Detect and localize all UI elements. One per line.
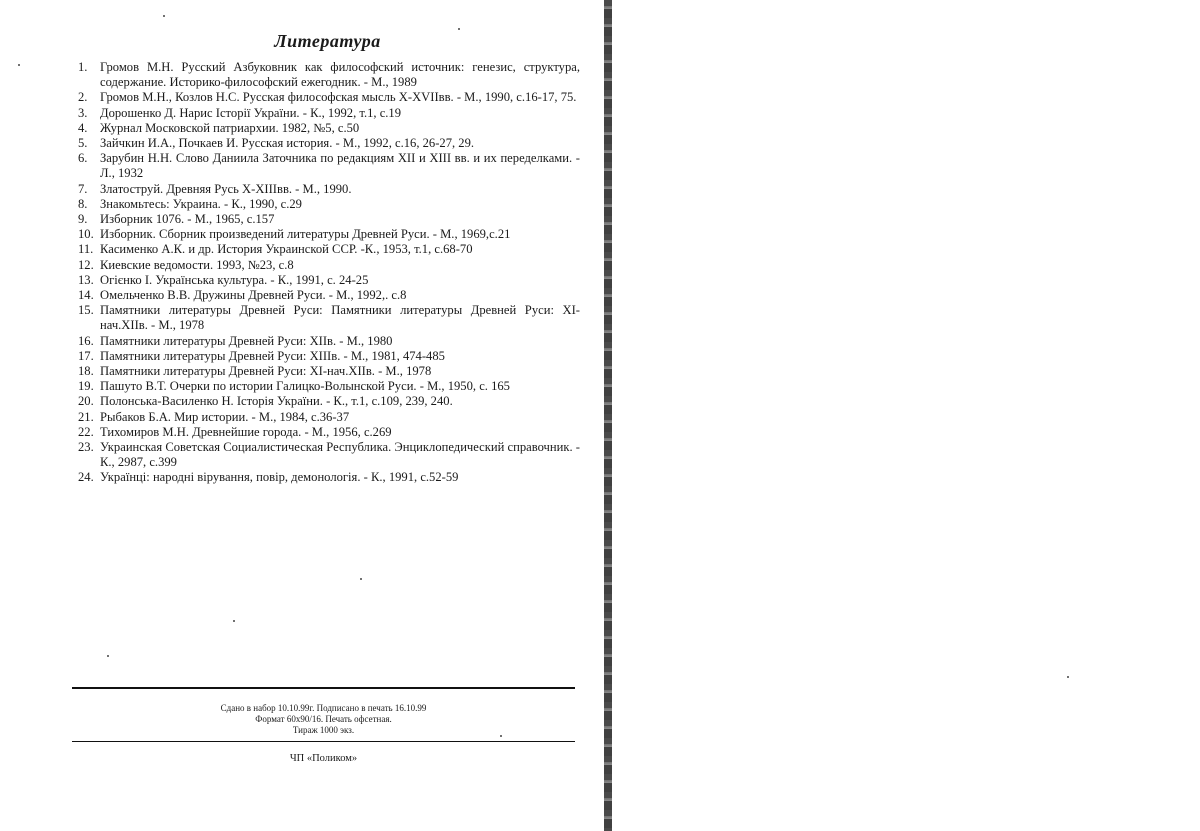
reference-number: 16. (78, 333, 94, 348)
reference-number: 13. (78, 272, 94, 287)
reference-item (78, 379, 580, 394)
reference-item (78, 470, 580, 485)
scan-speck (163, 15, 165, 17)
reference-number: 17. (78, 348, 94, 363)
reference-text: Изборник. Сборник произведений литературы Древней Руси. - М., 1969,с.21 (100, 227, 511, 242)
reference-text: Українці: народні вірування, повір, демонологія. - К., 1991, с.52-59 (100, 470, 459, 485)
scan-speck (360, 578, 362, 580)
reference-item (78, 425, 580, 440)
reference-text: Памятники литературы Древней Руси: XIIв. - М., 1980 (100, 333, 393, 348)
reference-item (78, 303, 580, 333)
reference-text: Журнал Московской патриархии. 1982, №5, с.50 (100, 120, 360, 135)
reference-item (78, 349, 580, 364)
reference-text: Зарубин Н.Н. Слово Даниила Заточника по редакциям XII и XIII вв. и их переделками. - Л., 1932 (100, 151, 580, 181)
scan-speck (458, 28, 460, 30)
reference-number: 3. (78, 105, 88, 120)
reference-number: 21. (78, 409, 94, 424)
reference-number: 2. (78, 90, 88, 105)
reference-number: 7. (78, 181, 88, 196)
reference-number: 1. (78, 60, 88, 74)
reference-text: Дорошенко Д. Нарис Історії України. - К., 1992, т.1, с.19 (100, 105, 402, 120)
bottom-divider (72, 741, 575, 742)
reference-item (78, 106, 580, 121)
reference-text: Пашуто В.Т. Очерки по истории Галицко-Волынской Руси. - М., 1950, с. 165 (100, 379, 510, 394)
reference-item (78, 440, 580, 470)
reference-number: 22. (78, 424, 94, 439)
reference-text: Рыбаков Б.А. Мир истории. - М., 1984, с.36-37 (100, 409, 350, 424)
reference-text: Памятники литературы Древней Руси: XI-нач.XIIв. - М., 1978 (100, 364, 432, 379)
scan-speck (1067, 676, 1069, 678)
reference-text: Огієнко І. Українська культура. - К., 1991, с. 24-25 (100, 272, 369, 287)
reference-text: Громов М.Н., Козлов Н.С. Русская философская мысль X-XVIIвв. - М., 1990, с.16-17, 75. (100, 90, 577, 105)
reference-number: 9. (78, 212, 88, 227)
reference-text: Зайчкин И.А., Почкаев И. Русская история. - М., 1992, с.16, 26-27, 29. (100, 136, 475, 151)
reference-item (78, 151, 580, 181)
reference-number: 20. (78, 394, 94, 409)
reference-item (78, 212, 580, 227)
reference-list (78, 60, 580, 486)
reference-text: Украинская Советская Социалистическая Республика. Энциклопедический справочник. - К., 2987, с.399 (100, 440, 580, 470)
reference-number: 6. (78, 151, 88, 166)
book-spine-edge (604, 0, 612, 831)
publisher-name: ЧП «Поликом» (289, 753, 358, 764)
scan-speck (107, 655, 109, 657)
reference-item (78, 136, 580, 151)
reference-item (78, 60, 580, 90)
page-heading: Литература (274, 31, 381, 51)
reference-number: 23. (78, 440, 94, 455)
reference-text: Изборник 1076. - М., 1965, с.157 (100, 212, 275, 227)
reference-item (78, 394, 580, 409)
reference-number: 11. (78, 242, 94, 257)
scan-speck (18, 64, 20, 66)
reference-item (78, 90, 580, 105)
reference-item (78, 182, 580, 197)
reference-number: 19. (78, 379, 94, 394)
reference-item (78, 121, 580, 136)
reference-number: 15. (78, 303, 94, 318)
reference-number: 5. (78, 136, 88, 151)
reference-text: Киевские ведомости. 1993, №23, с.8 (100, 257, 294, 272)
reference-text: Знакомьтесь: Украина. - К., 1990, с.29 (100, 196, 302, 211)
reference-number: 24. (78, 470, 94, 485)
reference-text: Касименко А.К. и др. История Украинской ССР. -К., 1953, т.1, с.68-70 (100, 242, 473, 257)
top-divider (72, 687, 575, 689)
reference-item (78, 197, 580, 212)
reference-text: Памятники литературы Древней Руси: XIIIв. - М., 1981, 474-485 (100, 348, 445, 363)
reference-text: Полонська-Василенко Н. Історія України. - К., т.1, с.109, 239, 240. (100, 394, 453, 409)
reference-item (78, 288, 580, 303)
reference-item (78, 273, 580, 288)
reference-item (78, 334, 580, 349)
reference-text: Тихомиров М.Н. Древнейшие города. - М., 1956, с.269 (100, 424, 392, 439)
reference-text: Громов М.Н. Русский Азбуковник как философский источник: генезис, структура, содержание. Историко-философский ежегодник. - М., 1989 (100, 60, 580, 90)
imprint-line-3: Тираж 1000 экз. (292, 725, 355, 735)
reference-text: Златоструй. Древняя Русь X-XIIIвв. - М., 1990. (100, 181, 352, 196)
reference-item (78, 242, 580, 257)
reference-number: 18. (78, 364, 94, 379)
reference-number: 12. (78, 257, 94, 272)
reference-text: Омельченко В.В. Дружины Древней Руси. - М., 1992,. с.8 (100, 288, 407, 303)
imprint-block (72, 703, 575, 736)
reference-number: 4. (78, 120, 88, 135)
reference-item (78, 364, 580, 379)
reference-number: 14. (78, 288, 94, 303)
reference-text: Памятники литературы Древней Руси: Памятники литературы Древней Руси: XI-нач.XIIв. - М., 1978 (100, 303, 580, 333)
reference-item (78, 258, 580, 273)
reference-item (78, 227, 580, 242)
imprint-line-1: Сдано в набор 10.10.99г. Подписано в печать 16.10.99 (220, 703, 427, 713)
scan-speck (500, 735, 502, 737)
reference-item (78, 410, 580, 425)
reference-number: 10. (78, 227, 94, 242)
scan-speck (233, 620, 235, 622)
imprint-line-2: Формат 60х90/16. Печать офсетная. (255, 714, 392, 724)
reference-number: 8. (78, 196, 88, 211)
